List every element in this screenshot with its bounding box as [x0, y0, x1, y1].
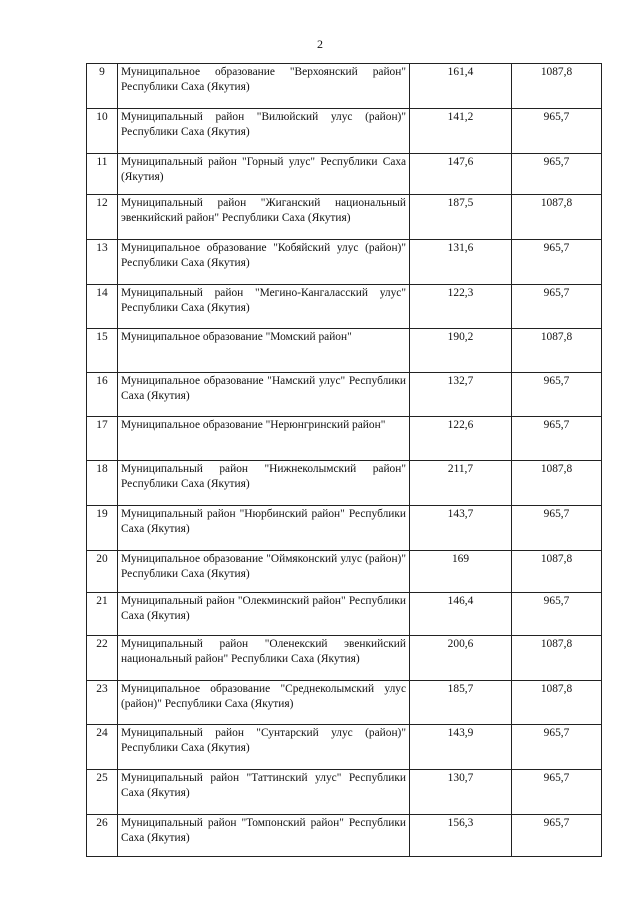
- municipality-name: Муниципальный район "Вилюйский улус (район)" Республики Саха (Якутия): [118, 109, 410, 154]
- row-number: 22: [87, 636, 118, 681]
- municipality-name: Муниципальный район "Томпонский район" Республики Саха (Якутия): [118, 815, 410, 857]
- municipality-name: Муниципальный район "Жиганский национальный эвенкийский район" Республики Саха (Якутия): [118, 195, 410, 240]
- value-cell-1: 147,6: [410, 154, 512, 195]
- row-number: 10: [87, 109, 118, 154]
- value-cell-2: 1087,8: [512, 681, 602, 725]
- value-cell-1: 161,4: [410, 64, 512, 109]
- municipality-name: Муниципальное образование "Момский район": [118, 329, 410, 373]
- value-cell-1: 187,5: [410, 195, 512, 240]
- row-number: 14: [87, 285, 118, 329]
- municipality-name: Муниципальное образование "Кобяйский улус (район)" Республики Саха (Якутия): [118, 240, 410, 285]
- table-row: [87, 240, 602, 285]
- municipality-name: Муниципальное образование "Оймяконский улус (район)" Республики Саха (Якутия): [118, 551, 410, 593]
- row-number: 16: [87, 373, 118, 417]
- value-cell-1: 141,2: [410, 109, 512, 154]
- value-cell-2: 965,7: [512, 285, 602, 329]
- row-number: 11: [87, 154, 118, 195]
- table-row: [87, 725, 602, 770]
- municipality-name: Муниципальный район "Нюрбинский район" Республики Саха (Якутия): [118, 506, 410, 551]
- municipality-name: Муниципальное образование "Нерюнгринский район": [118, 417, 410, 461]
- row-number: 23: [87, 681, 118, 725]
- table-row: [87, 551, 602, 593]
- table-body: [87, 64, 602, 857]
- row-number: 24: [87, 725, 118, 770]
- value-cell-2: 965,7: [512, 593, 602, 636]
- value-cell-1: 130,7: [410, 770, 512, 815]
- municipality-name: Муниципальный район "Таттинский улус" Республики Саха (Якутия): [118, 770, 410, 815]
- municipality-name: Муниципальное образование "Верхоянский район" Республики Саха (Якутия): [118, 64, 410, 109]
- table-row: [87, 636, 602, 681]
- row-number: 20: [87, 551, 118, 593]
- table-row: [87, 285, 602, 329]
- value-cell-2: 965,7: [512, 109, 602, 154]
- row-number: 18: [87, 461, 118, 506]
- value-cell-1: 122,6: [410, 417, 512, 461]
- value-cell-2: 965,7: [512, 770, 602, 815]
- municipal-districts-table: [86, 63, 602, 857]
- value-cell-1: 200,6: [410, 636, 512, 681]
- row-number: 17: [87, 417, 118, 461]
- table-row: [87, 329, 602, 373]
- value-cell-1: 190,2: [410, 329, 512, 373]
- value-cell-1: 132,7: [410, 373, 512, 417]
- value-cell-1: 131,6: [410, 240, 512, 285]
- municipality-name: Муниципальный район "Горный улус" Республики Саха (Якутия): [118, 154, 410, 195]
- value-cell-2: 1087,8: [512, 329, 602, 373]
- value-cell-2: 965,7: [512, 417, 602, 461]
- municipality-name: Муниципальный район "Нижнеколымский район" Республики Саха (Якутия): [118, 461, 410, 506]
- value-cell-2: 965,7: [512, 240, 602, 285]
- row-number: 12: [87, 195, 118, 240]
- table-row: [87, 593, 602, 636]
- value-cell-1: 169: [410, 551, 512, 593]
- table-row: [87, 154, 602, 195]
- value-cell-2: 1087,8: [512, 636, 602, 681]
- row-number: 19: [87, 506, 118, 551]
- value-cell-2: 965,7: [512, 815, 602, 857]
- row-number: 25: [87, 770, 118, 815]
- row-number: 26: [87, 815, 118, 857]
- value-cell-2: 1087,8: [512, 551, 602, 593]
- value-cell-1: 122,3: [410, 285, 512, 329]
- table-row: [87, 770, 602, 815]
- value-cell-2: 965,7: [512, 725, 602, 770]
- value-cell-2: 1087,8: [512, 461, 602, 506]
- row-number: 15: [87, 329, 118, 373]
- value-cell-1: 185,7: [410, 681, 512, 725]
- value-cell-2: 1087,8: [512, 64, 602, 109]
- value-cell-2: 1087,8: [512, 195, 602, 240]
- value-cell-2: 965,7: [512, 506, 602, 551]
- table-row: [87, 195, 602, 240]
- municipality-name: Муниципальный район "Оленекский эвенкийский национальный район" Республики Саха (Якутия): [118, 636, 410, 681]
- value-cell-1: 146,4: [410, 593, 512, 636]
- municipality-name: Муниципальный район "Сунтарский улус (район)" Республики Саха (Якутия): [118, 725, 410, 770]
- table-row: [87, 373, 602, 417]
- value-cell-1: 156,3: [410, 815, 512, 857]
- value-cell-2: 965,7: [512, 154, 602, 195]
- municipality-name: Муниципальное образование "Намский улус" Республики Саха (Якутия): [118, 373, 410, 417]
- value-cell-1: 211,7: [410, 461, 512, 506]
- page-number: 2: [317, 37, 323, 51]
- municipality-name: Муниципальный район "Мегино-Кангаласский улус" Республики Саха (Якутия): [118, 285, 410, 329]
- row-number: 21: [87, 593, 118, 636]
- table-row: [87, 815, 602, 857]
- table-row: [87, 506, 602, 551]
- table-row: [87, 461, 602, 506]
- table-row: [87, 681, 602, 725]
- table-row: [87, 64, 602, 109]
- value-cell-1: 143,9: [410, 725, 512, 770]
- value-cell-2: 965,7: [512, 373, 602, 417]
- municipality-name: Муниципальный район "Олекминский район" Республики Саха (Якутия): [118, 593, 410, 636]
- municipality-name: Муниципальное образование "Среднеколымский улус (район)" Республики Саха (Якутия): [118, 681, 410, 725]
- table-row: [87, 417, 602, 461]
- table-row: [87, 109, 602, 154]
- value-cell-1: 143,7: [410, 506, 512, 551]
- row-number: 13: [87, 240, 118, 285]
- row-number: 9: [87, 64, 118, 109]
